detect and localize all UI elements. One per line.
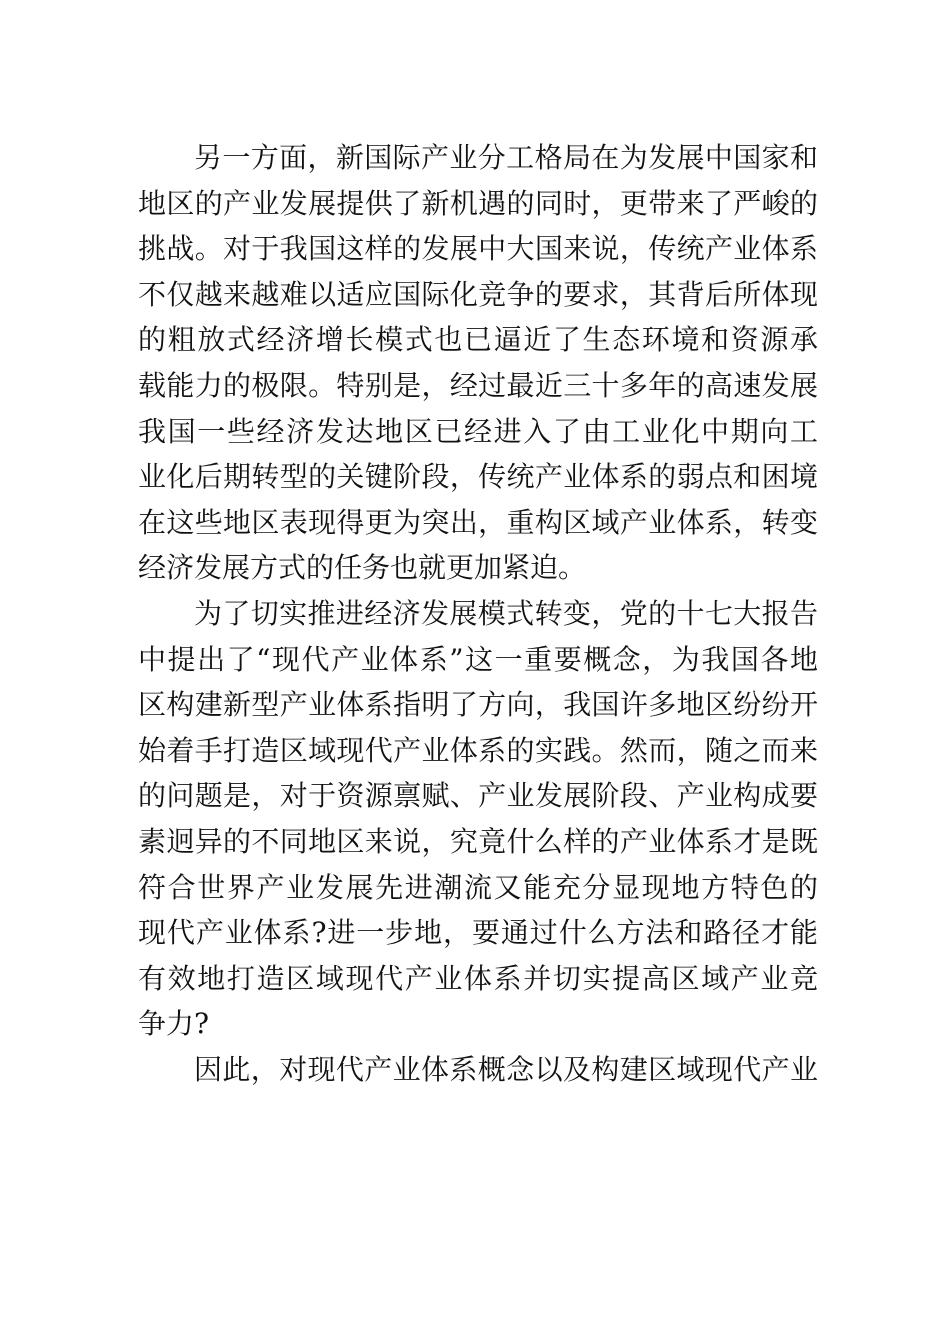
text-line: 另一方面，新国际产业分工格局在为发展中国家和 xyxy=(194,141,818,174)
body-text xyxy=(138,135,818,1092)
text-line: 有效地打造区域现代产业体系并切实提高区域产业竞 xyxy=(138,961,818,995)
text-line: 挑战。对于我国这样的发展中大国来说，传统产业体系 xyxy=(138,232,818,266)
text-line: 载能力的极限。特别是，经过最近三十多年的高速发展 xyxy=(138,368,818,402)
text-line: 争力? xyxy=(138,1007,210,1041)
text-line: 中提出了“现代产业体系”这一重要概念，为我国各地 xyxy=(138,642,818,676)
text-line: 现代产业体系?进一步地，要通过什么方法和路径才能 xyxy=(138,916,818,950)
text-line: 业化后期转型的关键阶段，传统产业体系的弱点和困境 xyxy=(138,460,818,494)
text-line: 经济发展方式的任务也就更加紧迫。 xyxy=(138,551,587,585)
text-line: 因此，对现代产业体系概念以及构建区域现代产业 xyxy=(194,1052,818,1086)
text-line: 的问题是，对于资源禀赋、产业发展阶段、产业构成要 xyxy=(138,779,818,813)
text-line: 符合世界产业发展先进潮流又能充分显现地方特色的 xyxy=(138,870,818,904)
paragraph-1 xyxy=(138,135,818,591)
text-line: 我国一些经济发达地区已经进入了由工业化中期向工 xyxy=(138,414,818,448)
text-line: 素迥异的不同地区来说，究竟什么样的产业体系才是既 xyxy=(138,824,818,858)
text-line: 的粗放式经济增长模式也已逼近了生态环境和资源承 xyxy=(138,323,818,357)
text-line: 在这些地区表现得更为突出，重构区域产业体系，转变 xyxy=(138,505,818,539)
text-line: 不仅越来越难以适应国际化竞争的要求，其背后所体现 xyxy=(138,277,818,311)
text-line: 始着手打造区域现代产业体系的实践。然而，随之而来 xyxy=(138,733,818,767)
paragraph-3 xyxy=(138,1047,818,1093)
paragraph-2 xyxy=(138,591,818,1047)
text-line: 为了切实推进经济发展模式转变，党的十七大报告 xyxy=(194,596,818,630)
text-line: 地区的产业发展提供了新机遇的同时，更带来了严峻的 xyxy=(138,186,818,220)
text-line: 区构建新型产业体系指明了方向，我国许多地区纷纷开 xyxy=(138,688,818,722)
